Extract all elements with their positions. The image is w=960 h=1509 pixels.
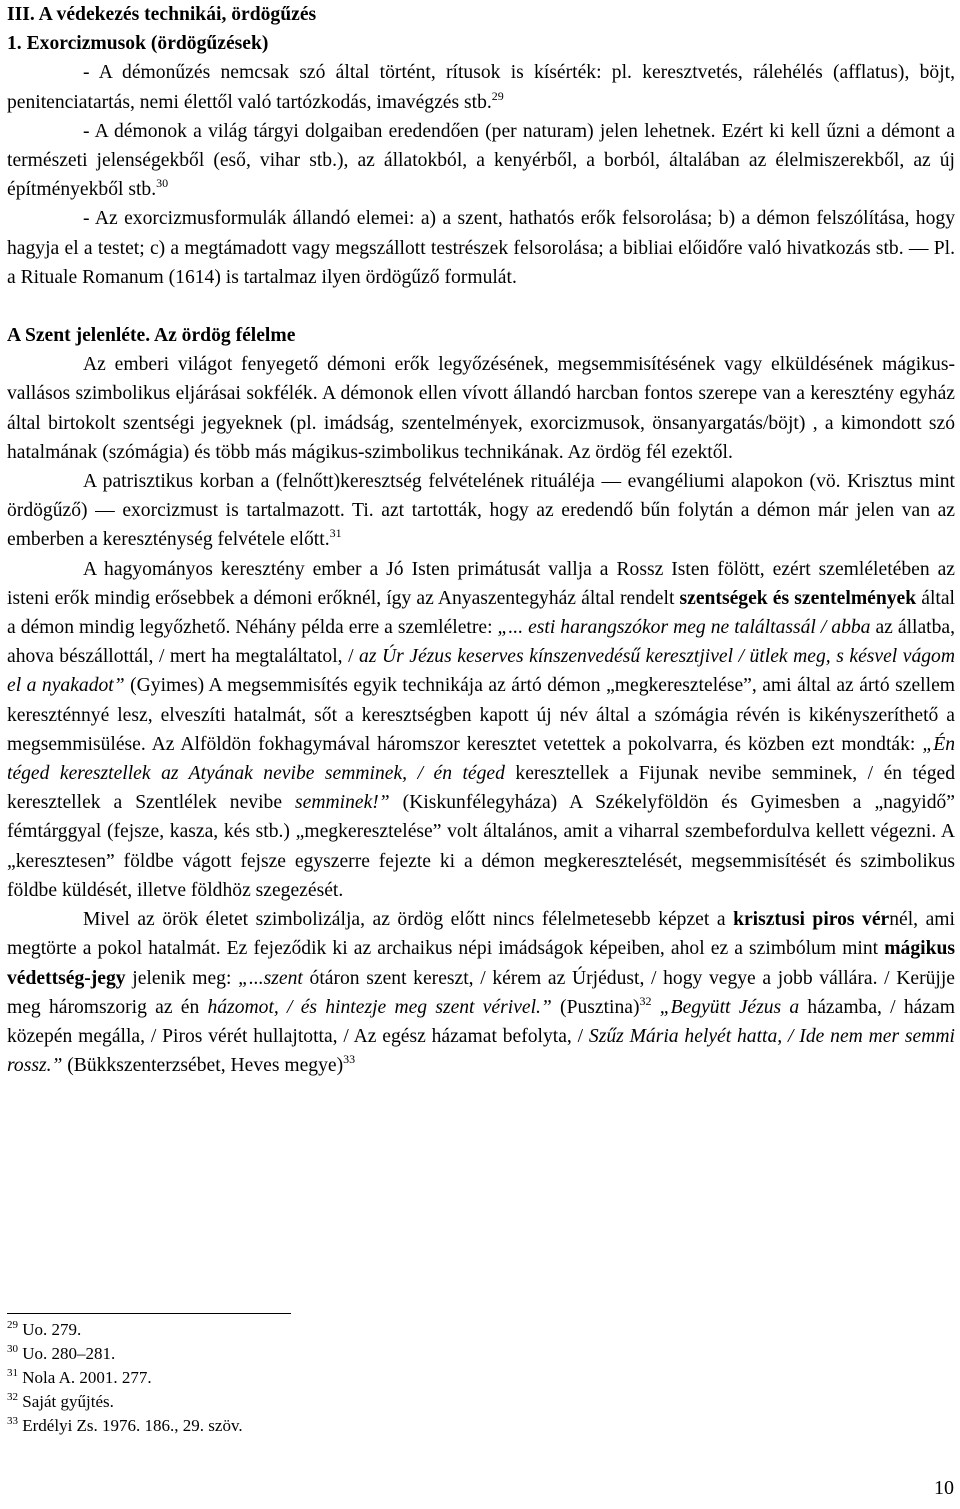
bold-run: szentségek és szentelmények xyxy=(679,587,917,609)
bold-run: mágikus védettség-jegy xyxy=(7,938,955,989)
text-run: nél, ami megtörte a pokol hatalmát. Ez fejeződik ki az archaikus népi imádságok képeiben, ahol ez a szimbólum mint xyxy=(7,909,955,960)
text-run: (Pusztina) xyxy=(551,996,640,1018)
footnote xyxy=(7,1390,243,1414)
quote-run: „...szent xyxy=(238,967,303,989)
text-run: ótáron szent kereszt, / kérem az Úrjédust, / hogy vegye a jobb vállára. / Kerüjje meg háromszorig az én xyxy=(7,967,955,1018)
quote-run: az Úr Jézus keserves kínszenvedésű keresztjivel / ütlek meg, s késvel vágom el a nyakadot” xyxy=(7,646,955,697)
footnote xyxy=(7,1342,243,1366)
spacer xyxy=(7,292,955,321)
footnote-number: 32 xyxy=(7,1391,18,1403)
text-run: keresztellek a Fijunak nevibe semminek, / én téged keresztellek a Szentlélek nevibe xyxy=(7,763,955,814)
text-run: A hagyományos keresztény ember a Jó Isten primátusát vallja a Rossz Isten fölött, ezért szemléletében az isteni erők mindig erősebbek a démoni erőknél, így az Anyaszentegyház által rendelt xyxy=(7,558,955,609)
text-run: által a démon mindig legyőzhető. Néhány példa erre a szemléletre: xyxy=(7,587,955,639)
footnotes xyxy=(7,1318,243,1438)
paragraph-objects xyxy=(7,117,955,205)
footnote xyxy=(7,1318,243,1342)
paragraph-text: - A démonok a világ tárgyi dolgaiban eredendően (per naturam) jelen lehetnek. Ezért ki kell űzni a démont a természeti jelenségekből (eső, vihar stb.), az állatokból, a kenyérből, a borból, általában az élelmiszerekből, az új építményekből stb. xyxy=(7,120,955,201)
subheading xyxy=(7,321,955,350)
quote-run: „Én téged keresztellek az Atyának nevibe semminek, / én téged xyxy=(7,733,955,785)
footnote-text: Erdélyi Zs. 1976. 186., 29. szöv. xyxy=(22,1416,243,1435)
footnote-number: 30 xyxy=(7,1343,18,1355)
paragraph-blood xyxy=(7,905,955,1080)
paragraph-rites xyxy=(7,58,955,116)
footnote-number: 33 xyxy=(7,1415,18,1427)
footnote-ref[interactable]: 29 xyxy=(491,88,504,103)
footnote-ref[interactable]: 32 xyxy=(639,993,652,1008)
text-run: házamba, / házam közepén megálla, / Piros vérét hullajtotta, / Az egész házamat befolyta, / xyxy=(7,996,955,1047)
bold-run: krisztusi piros vér xyxy=(733,909,890,931)
text-run: (Gyimes) A megsemmisítés egyik technikája az ártó démon „megkeresztelése”, ami által az ártó szellem kereszténnyé lesz, elveszíti hatalmát, sőt a keresztségben kapott új név által a szómágia révén is kikényszeríthető a megsemmisülése. Az Alföldön fokhagymával háromszor keresztet vetettek a pokolvarra, és közben ezt mondták: xyxy=(7,675,956,755)
paragraph-formulas: - Az exorcizmusformulák állandó elemei: a) a szent, hathatós erők felsorolása; b) a démon felszólítása, hogy hagyja el a testet; c) a megtámadott vagy megszállott testrészek felsorolása; a bibliai előidőre való hivatkozás stb. — Pl. a Rituale Romanum (1614) is tartalmaz ilyen ördögűző formulát. xyxy=(7,208,955,288)
footnote-text: Uo. 279. xyxy=(22,1320,82,1339)
footnote xyxy=(7,1366,243,1390)
footnote-number: 29 xyxy=(7,1319,18,1331)
footnote-ref[interactable]: 33 xyxy=(343,1052,356,1067)
paragraph-threats: Az emberi világot fenyegető démoni erők legyőzésének, megsemmisítésének vagy elküldésének mágikus-vallásos szimbolikus eljárásai sokfélék. A démonok ellen vívott állandó harcban fontos szerepe van a keresztény egyház által birtokolt szentségi jegyeknek (pl. imádság, szentelmények, exorcizmusok, önsanyargatás/böjt) , a kimondott szó hatalmának (szómágia) és több más mágikus-szimbolikus technikának. Az ördög fél ezektől. xyxy=(7,354,955,463)
quote-run: „Begyütt Jézus a xyxy=(659,996,800,1018)
text-run: Mivel az örök életet szimbolizálja, az ördög előtt nincs félelmetesebb képzet a xyxy=(83,909,734,931)
footnote-text: Uo. 280–281. xyxy=(22,1344,116,1363)
footnote-ref[interactable]: 30 xyxy=(156,176,169,191)
quote-run: házomot, / és hintezje meg szent vérivel.” xyxy=(207,996,552,1018)
footnote-number: 31 xyxy=(7,1367,18,1379)
page-number: 10 xyxy=(934,1477,954,1499)
page-body xyxy=(7,0,955,1080)
quote-run: semminek!” xyxy=(295,792,390,814)
quote-run: „... esti harangszókor meg ne találtassál / abba xyxy=(497,617,871,639)
footnote-divider xyxy=(7,1313,291,1314)
paragraph-traditional xyxy=(7,555,955,905)
paragraph-text: A patrisztikus korban a (felnőtt)keresztség felvételének rituáléja — evangéliumi alapokon (vö. Krisztus mint ördögűző) — exorcizmust is tartalmazott. Ti. azt tartották, hogy az eredendő bűn folytán a démon már jelen van az emberben a kereszténység felvétele előtt. xyxy=(7,471,955,551)
footnote-ref[interactable]: 31 xyxy=(329,526,342,541)
footnote-text: Saját gyűjtés. xyxy=(22,1392,114,1411)
footnote-text: Nola A. 2001. 277. xyxy=(22,1368,152,1387)
text-run: (Bükkszenterzsébet, Heves megye) xyxy=(62,1055,344,1077)
subheading-part-a: A Szent jelenléte. xyxy=(7,325,151,347)
text-run: az állatba, ahova bészállottál, / mert ha megtaláltatol, / xyxy=(7,617,955,668)
paragraph-text: - A démonűzés nemcsak szó által történt, rítusok is kísérték: pl. keresztvetés, rálehélés (afflatus), böjt, penitenciatartás, nemi élettől való tartózkodás, imavégzés stb. xyxy=(7,62,955,113)
footnote xyxy=(7,1414,243,1438)
section-heading: 1. Exorcizmusok (ördögűzések) xyxy=(7,33,269,55)
chapter-heading: III. A védekezés technikái, ördögűzés xyxy=(7,4,317,25)
quote-run: Szűz Mária helyét hatta, / Ide nem mer semmi rossz.” xyxy=(7,1025,955,1077)
text-run: (Kiskunfélegyháza) A Székelyföldön és Gyimesben a „nagyidő” fémtárggyal (fejsze, kasza, kés stb.) „megkeresztelése” volt általános, amit a viharral szembefordulva kellett végezni. A „keresztesen” földbe vágott fejsze egyszerre fejezte ki a démon megkeresztelését, megsemmisítését és szimbolikus földbe küldését, illetve földhöz szegezését. xyxy=(7,792,955,901)
text-run: jelenik meg: xyxy=(125,967,239,989)
subheading-part-b: Az ördög félelme xyxy=(153,325,296,347)
paragraph-patristic xyxy=(7,467,955,555)
